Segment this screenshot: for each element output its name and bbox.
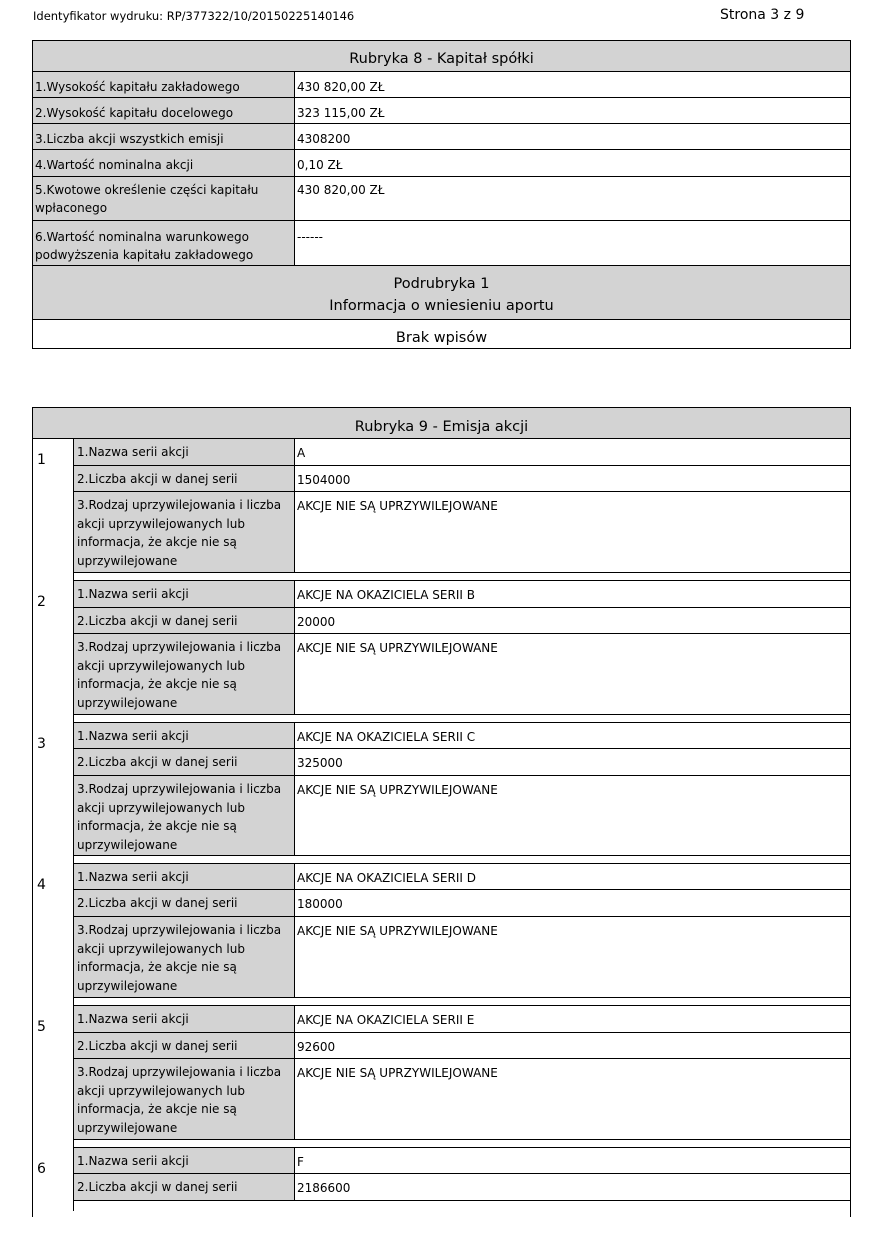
table-row	[74, 492, 850, 573]
table-row	[74, 1174, 850, 1201]
row-label: 6.Wartość nominalna warunkowego podwyższenia kapitału zakładowego	[33, 221, 295, 265]
row-label: 2.Liczba akcji w danej serii	[74, 1033, 295, 1058]
table-row	[74, 581, 850, 608]
row-value: AKCJE NA OKAZICIELA SERII C	[297, 730, 476, 744]
table-row	[74, 1148, 850, 1174]
empty-entries: Brak wpisów	[395, 330, 488, 346]
row-value: ------	[297, 230, 323, 244]
row-separator	[74, 998, 850, 1006]
table-row	[33, 221, 850, 266]
row-separator	[74, 573, 850, 581]
section-title: Rubryka 8 - Kapitał spółki	[33, 41, 850, 72]
row-value: AKCJE NIE SĄ UPRZYWILEJOWANE	[297, 641, 498, 655]
row-value: 323 115,00 ZŁ	[297, 106, 385, 120]
row-value: 0,10 ZŁ	[297, 158, 343, 172]
entry-number: 1	[33, 439, 74, 581]
entry-number: 2	[33, 581, 74, 723]
row-separator	[74, 715, 850, 723]
section-rubryka-8	[32, 40, 851, 349]
section-rubryka-9	[32, 407, 851, 1217]
table-row	[33, 177, 850, 221]
row-label: 2.Wysokość kapitału docelowego	[33, 98, 295, 123]
table-row	[74, 466, 850, 492]
subsection-subtitle: Informacja o wniesieniu aportu	[329, 298, 554, 314]
row-label: 2.Liczba akcji w danej serii	[74, 749, 295, 775]
table-row	[74, 749, 850, 776]
table-row	[74, 723, 850, 749]
entry-number: 4	[33, 864, 74, 1006]
row-value: 92600	[297, 1040, 336, 1054]
table-row	[33, 150, 850, 177]
emission-entry	[33, 723, 850, 864]
row-value: 430 820,00 ZŁ	[297, 183, 385, 197]
table-row	[74, 1006, 850, 1033]
row-value: F	[297, 1155, 304, 1169]
row-value: AKCJE NIE SĄ UPRZYWILEJOWANE	[297, 1066, 498, 1080]
row-label: 3.Rodzaj uprzywilejowania i liczba akcji uprzywilejowanych lub informacja, że akcje nie są uprzywilejowane	[74, 776, 295, 855]
emission-entry	[33, 864, 850, 1006]
row-label: 3.Rodzaj uprzywilejowania i liczba akcji uprzywilejowanych lub informacja, że akcje nie są uprzywilejowane	[74, 917, 295, 997]
row-label: 2.Liczba akcji w danej serii	[74, 1174, 295, 1200]
row-value: 2186600	[297, 1181, 351, 1195]
row-label: 3.Rodzaj uprzywilejowania i liczba akcji uprzywilejowanych lub informacja, że akcje nie są uprzywilejowane	[74, 1059, 295, 1139]
row-value: 325000	[297, 756, 343, 770]
row-label: 1.Nazwa serii akcji	[74, 1006, 295, 1032]
table-row	[33, 72, 850, 98]
row-value: AKCJE NIE SĄ UPRZYWILEJOWANE	[297, 783, 498, 797]
row-label: 5.Kwotowe określenie części kapitału wpłaconego	[33, 177, 295, 220]
row-label: 1.Nazwa serii akcji	[74, 864, 295, 889]
row-label: 1.Nazwa serii akcji	[74, 723, 295, 748]
table-row	[74, 864, 850, 890]
row-value: AKCJE NA OKAZICIELA SERII D	[297, 871, 476, 885]
row-label: 1.Nazwa serii akcji	[74, 581, 295, 607]
row-label: 3.Rodzaj uprzywilejowania i liczba akcji uprzywilejowanych lub informacja, że akcje nie są uprzywilejowane	[74, 634, 295, 714]
subsection-title: Podrubryka 1	[393, 276, 490, 292]
row-value: 4308200	[297, 132, 351, 146]
emission-entry	[33, 1148, 850, 1211]
emission-entry	[33, 581, 850, 723]
row-label: 2.Liczba akcji w danej serii	[74, 608, 295, 633]
row-label: 2.Liczba akcji w danej serii	[74, 466, 295, 491]
row-value: 180000	[297, 897, 343, 911]
row-value: 20000	[297, 615, 336, 629]
row-value: 430 820,00 ZŁ	[297, 80, 385, 94]
table-row	[74, 776, 850, 856]
section-title: Rubryka 9 - Emisja akcji	[33, 408, 850, 439]
row-label: 3.Liczba akcji wszystkich emisji	[33, 124, 295, 149]
row-value: AKCJE NA OKAZICIELA SERII E	[297, 1013, 475, 1027]
table-row	[74, 890, 850, 917]
row-label: 1.Nazwa serii akcji	[74, 1148, 295, 1173]
table-row	[74, 1033, 850, 1059]
table-row	[33, 98, 850, 124]
row-separator	[74, 1140, 850, 1148]
table-row	[33, 124, 850, 150]
table-row	[74, 439, 850, 466]
print-identifier: Identyfikator wydruku: RP/377322/10/20150225140146	[33, 9, 355, 23]
row-separator	[74, 856, 850, 864]
emission-entry	[33, 1006, 850, 1148]
table-row	[74, 917, 850, 998]
row-value: AKCJE NIE SĄ UPRZYWILEJOWANE	[297, 499, 498, 513]
row-value: 1504000	[297, 473, 351, 487]
row-label: 3.Rodzaj uprzywilejowania i liczba akcji uprzywilejowanych lub informacja, że akcje nie są uprzywilejowane	[74, 492, 295, 572]
row-label: 2.Liczba akcji w danej serii	[74, 890, 295, 916]
row-value: A	[297, 446, 306, 460]
row-value: AKCJE NA OKAZICIELA SERII B	[297, 588, 475, 602]
page-number: Strona 3 z 9	[720, 7, 805, 23]
table-row	[74, 634, 850, 715]
table-row	[74, 608, 850, 634]
emission-entry	[33, 439, 850, 581]
entry-number: 5	[33, 1006, 74, 1148]
row-value: AKCJE NIE SĄ UPRZYWILEJOWANE	[297, 924, 498, 938]
row-label: 4.Wartość nominalna akcji	[33, 150, 295, 176]
table-row	[74, 1059, 850, 1140]
row-label: 1.Nazwa serii akcji	[74, 439, 295, 465]
row-label: 1.Wysokość kapitału zakładowego	[33, 72, 295, 97]
subsection-header	[33, 266, 850, 320]
entry-number: 3	[33, 723, 74, 864]
entry-number: 6	[33, 1148, 74, 1211]
